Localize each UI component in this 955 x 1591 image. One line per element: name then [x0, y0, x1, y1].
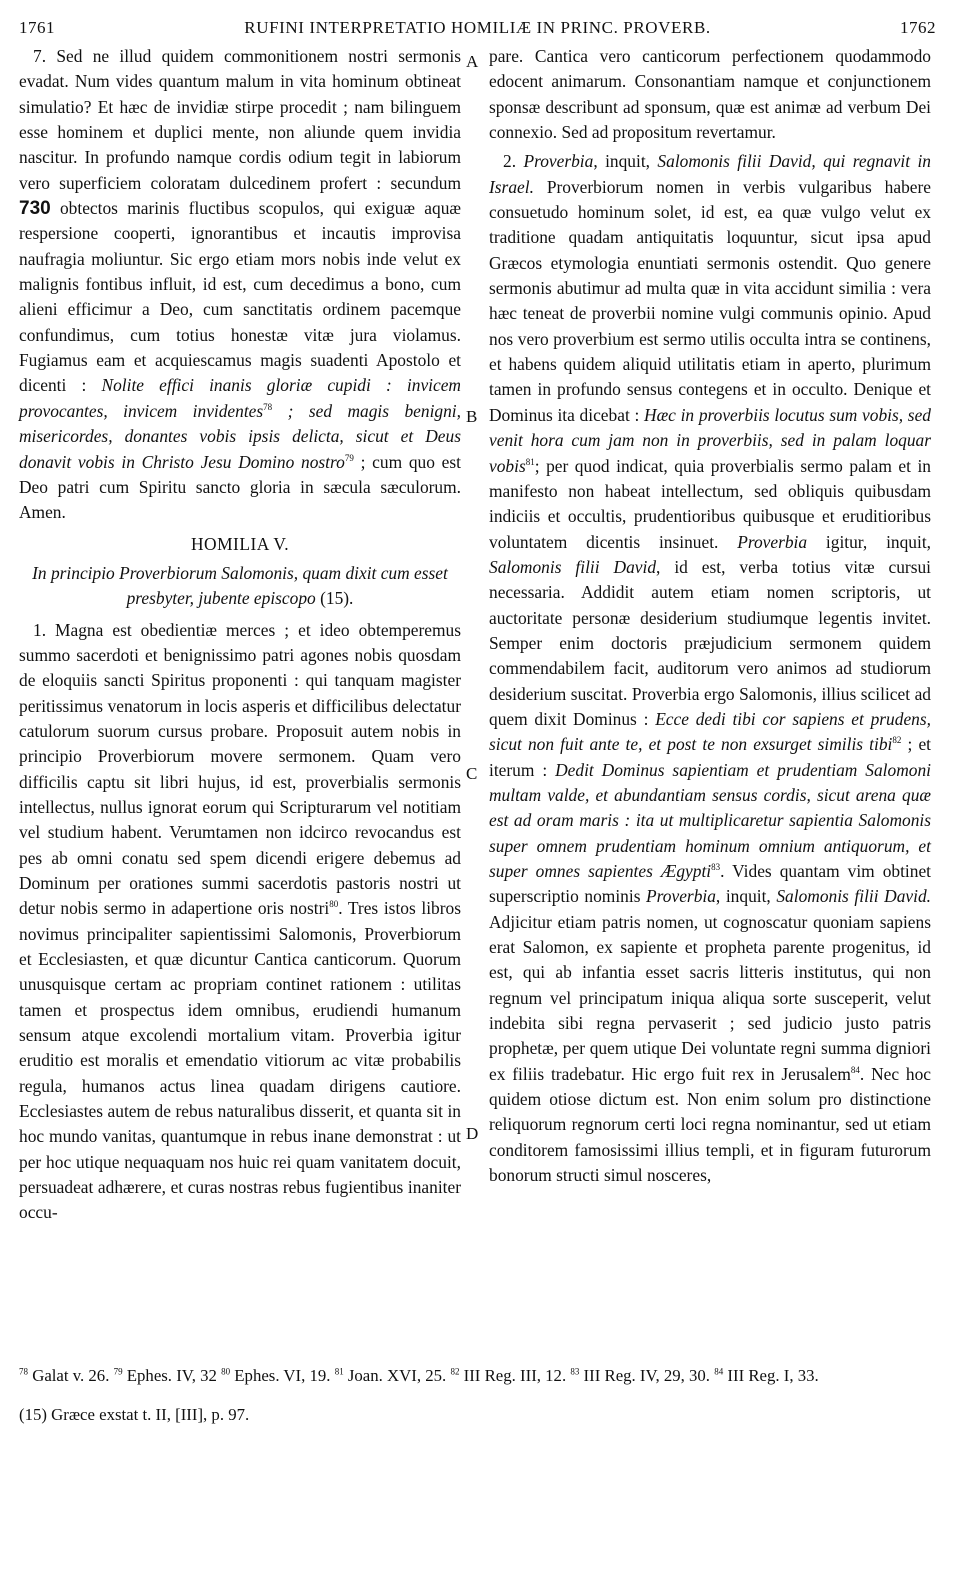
footnote-number: 83 [570, 1366, 580, 1377]
paragraph-1 [19, 618, 461, 1226]
text-run: 1. Magna est obedientiæ merces ; et ideo obtemperemus summo sacerdoti et benignissimo patri agones nobis quosdam de eloquiis sancti Spiritus proponenti : qui tanquam magister peritissimus venatorum in locis asperis et difficilibus delectatur catulorum suorum cursus probare. Proposuit autem nobis in principio Proverbiorum movere sermonem. Quam vero difficilis captu sit libri hujus, id est, proverbialis sermonis intellectus, nullus ignorat eorum qui Scripturarum vel notitiam vel studium habent. Verumtamen non idcirco revocandus est pes ab omni conatu sed spem dicendi erigere debemus ad Dominum per orationes summi sacerdotis pastoris nostri ut detur nobis sermo in adapertione oris nostri [19, 619, 461, 919]
text-run: , inquit, [593, 151, 658, 172]
running-title: RUFINI INTERPRETATIO HOMILIÆ IN PRINC. PROVERB. [244, 18, 711, 37]
source-note: (15) Græce exstat t. II, [III], p. 97. [19, 1405, 250, 1424]
text-run: Adjicitur etiam patris nomen, ut cognoscatur quoniam sapiens erat Salomon, ex sapiente et propheta parente progenitus, id est, qui ab infantia esset sacris litteris institutus, qui non regnum vel principatum iniqua aliqua sorte susceperit, velut indebita sibi regna pervaserit ; sed judicio justo patris prophetæ, per quem utique Dei voluntate regni summa digniori ex filiis tradebatur. Hic ergo fuit rex in Jerusalem [489, 911, 931, 1084]
homily-subtitle [19, 561, 461, 612]
scripture-quote: Proverbia [523, 151, 594, 172]
paragraph-2 [489, 149, 931, 1188]
text-run: obtectos marinis fluctibus scopulos, qui exiguæ aquæ respersione cooperti, ignorantibus et incautis improvisa naufragia moliuntur. Sic ergo etiam mors nobis inde velut ex malignis fontibus influit, id est, cum decedimus a bono, cum alieni efficimur a Deo, cum sanctitatis ordinem pacemque confundimus, cum totius honestæ vitæ jura violamus. Fugiamus eam et acquiescamus magis suadenti Apostolo et dicenti : [19, 198, 461, 396]
text-run: . Tres istos libros novimus principaliter sapientissimi Salomonis, Proverbiorum et Ecclesiasten, et quæ dicuntur Cantica canticorum. Quorum unusquisque certam ac propriam continet rationem : utilitas tamen et prospectus idem omnibus, erudiendi humanum sensum atque excolendi mortalium vitam. Proverbia igitur eruditio est moralis et emendatio vitiorum ac vitæ probabilis regula, humanos actus linea quadam dirigens cautiore. Ecclesiastes autem de rebus naturalibus disserit, et quanta sit in hoc mundo vanitas, quantumque in rebus inane demonstrat : ut per hoc utique nequaquam nos huic rei quam vanitatem docuit, persuadeat adhærere, et curas nostras rebus fugientibus inaniter occu- [19, 898, 462, 1223]
scripture-quote: Dedit Dominus sapientiam et prudentiam Salomoni multam valde, et abundantiam sensus cordis, sicut arena quæ est ad oram maris : ita ut multiplicaretur sapientia Salomonis super omnem prudentiam hominum omnium antiquorum, et super omnes sapientes Ægypti [489, 759, 931, 881]
text-run: igitur, inquit, [807, 531, 931, 552]
footnote-number: 81 [334, 1366, 344, 1377]
text-run: , inquit, [715, 886, 777, 907]
margin-letter-d: D [466, 1124, 479, 1143]
scripture-quote: Proverbia [737, 531, 808, 552]
footnote-78: Galat v. 26. [28, 1366, 114, 1385]
scripture-quote: Ecce dedi tibi cor sapiens et prudens, sicut non fuit ante te, et post te non exsurget similis tibi [489, 708, 931, 755]
scripture-quote: Hæc in proverbiis locutus sum vobis, sed venit hora cum jam non in proverbiis, sed in palam loquar vobis [489, 404, 931, 476]
paragraph-continued: pare. Cantica vero canticorum perfectionem quodammodo edocent animarum. Consonantiam namque et conjunctionem sponsæ describunt ad sponsum, quæ est animæ ad verbum Dei connexio. Sed ad propositum revertamur. [489, 46, 931, 143]
footnote-81: Joan. XVI, 25. [343, 1366, 451, 1385]
right-column [489, 44, 931, 1188]
margin-letter-c: C [466, 764, 478, 783]
footnote-ref-82: 82 [892, 735, 902, 746]
page-number-left: 1761 [19, 18, 55, 37]
homily-subtitle-text: In principio Proverbiorum Salomonis, quam dixit cum esset presbyter, jubente episcopo [32, 562, 448, 609]
column-number-730: 730 [19, 198, 51, 220]
footnote-ref-80: 80 [329, 899, 339, 910]
footnote-ref-84: 84 [850, 1064, 860, 1075]
text-run: 7. Sed ne illud quidem commonitionem nostri sermonis evadat. Num vides quantum malum in vita hominum obtineat simulatio? Et hæc de invidiæ stirpe procedit ; nam bilinguem esse hominem et duplici mente, non aliunde quem invidia nascitur. In profundo namque cordis odium tegit in labiorum vero superficiem coloratam dulcedinem profert : secundum [19, 46, 461, 193]
footnote-number: 84 [714, 1366, 724, 1377]
footnote-80: Ephes. VI, 19. [230, 1366, 335, 1385]
text-run: , id est, verba totius vitæ cursui necessaria. Addidit autem etiam nomen scriptoris, ut auctoritate personæ desiderium studiumque legentis invitet. Semper enim doctoris præjudicium sermonem quidem commendabilem facit, auditorum vero animos ad studiorum desiderium suscitat. Proverbia ergo Salomonis, illius scilicet ad quem dixit Dominus : [489, 556, 931, 729]
left-column [19, 44, 461, 1226]
footnote-ref-83: 83 [711, 862, 721, 873]
text-run: ; et iterum : [489, 734, 932, 780]
footnote-82: III Reg. III, 12. [459, 1366, 571, 1385]
homily-title: HOMILIA V. [190, 533, 290, 554]
text-run: . Vides quantam vim obtinet superscriptio nominis [489, 861, 931, 907]
text-run: . Nec hoc quidem otiose dictum est. Non enim solum pro distinctione reliquorum regnorum certi loci regna nominantur, sed ut etiam conditorem famosissimi illius templi, et in figuram futurorum bonorum structi simul nosceres, [489, 1063, 931, 1186]
scripture-quote: Salomonis filii David [489, 556, 657, 577]
footnote-79: Ephes. IV, 32 [122, 1366, 222, 1385]
margin-letter-b: B [466, 407, 478, 426]
footnote-84: III Reg. I, 33. [723, 1366, 819, 1385]
footnote-number: 82 [450, 1366, 460, 1377]
scripture-quote: Proverbia [646, 886, 716, 907]
footnote-number: 80 [221, 1366, 231, 1377]
scripture-quote: Nolite effici inanis gloriæ cupidi : invicem provocantes, invicem invidentes [19, 375, 461, 421]
text-run: Proverbiorum nomen in verbis vulgaribus habere consuetudo hominum solet, id est, ea quæ vulgo velut ex traditione quadam antiquitatis loquuntur, sicut ipsa apud Græcos etymologia enuntiati sermonis ostendit. Quo genere sermonis abutimur ad multa quæ in vita accidunt similia : vera hæc teneat de proverbii nomine vulgi communis opinio. Apud nos vero proverbium est sermo utilis occulta intra se continens, et habens quidem aliquid utilitatis etiam in aperto, plurimum tamen in profundo sensus contegens et in occulto. Denique et Dominus ita dicebat : [489, 176, 931, 425]
footnote-ref-81: 81 [525, 456, 535, 467]
footnote-ref-79: 79 [344, 452, 354, 463]
text-run: ; per quod indicat, quia proverbialis sermo palam et in manifesto non habeat intellectum, sed obliquis quibusdam indiciis et occultis, prudentioribus quibusque et eruditioribus voluntatem dicentis insinuet. [489, 455, 931, 552]
footnote-number: 79 [113, 1366, 123, 1377]
scripture-quote: ; sed magis benigni, misericordes, donantes vobis ipsis delicta, sicut et Deus donavit vobis in Christo Jesu Domino nostro [19, 400, 461, 472]
text-run: ; cum quo est Deo patri cum Spiritu sancto gloria in sæcula sæculorum. Amen. [19, 451, 461, 523]
scripture-quote: Salomonis filii David. [776, 886, 931, 907]
footnote-83: III Reg. IV, 29, 30. [579, 1366, 715, 1385]
footnote-number: 78 [19, 1366, 28, 1377]
footnotes [19, 1363, 936, 1427]
homily-note-ref: (15). [315, 588, 354, 609]
footnote-ref-78: 78 [263, 402, 273, 413]
running-header [19, 13, 936, 43]
text-run: 2. [503, 151, 524, 172]
margin-letter-a: A [466, 52, 479, 71]
paragraph-7 [19, 44, 461, 526]
footnote-list [19, 1363, 936, 1388]
scripture-quote: Salomonis filii David, qui regnavit in Israel. [489, 151, 931, 197]
page-number-right: 1762 [900, 18, 936, 37]
